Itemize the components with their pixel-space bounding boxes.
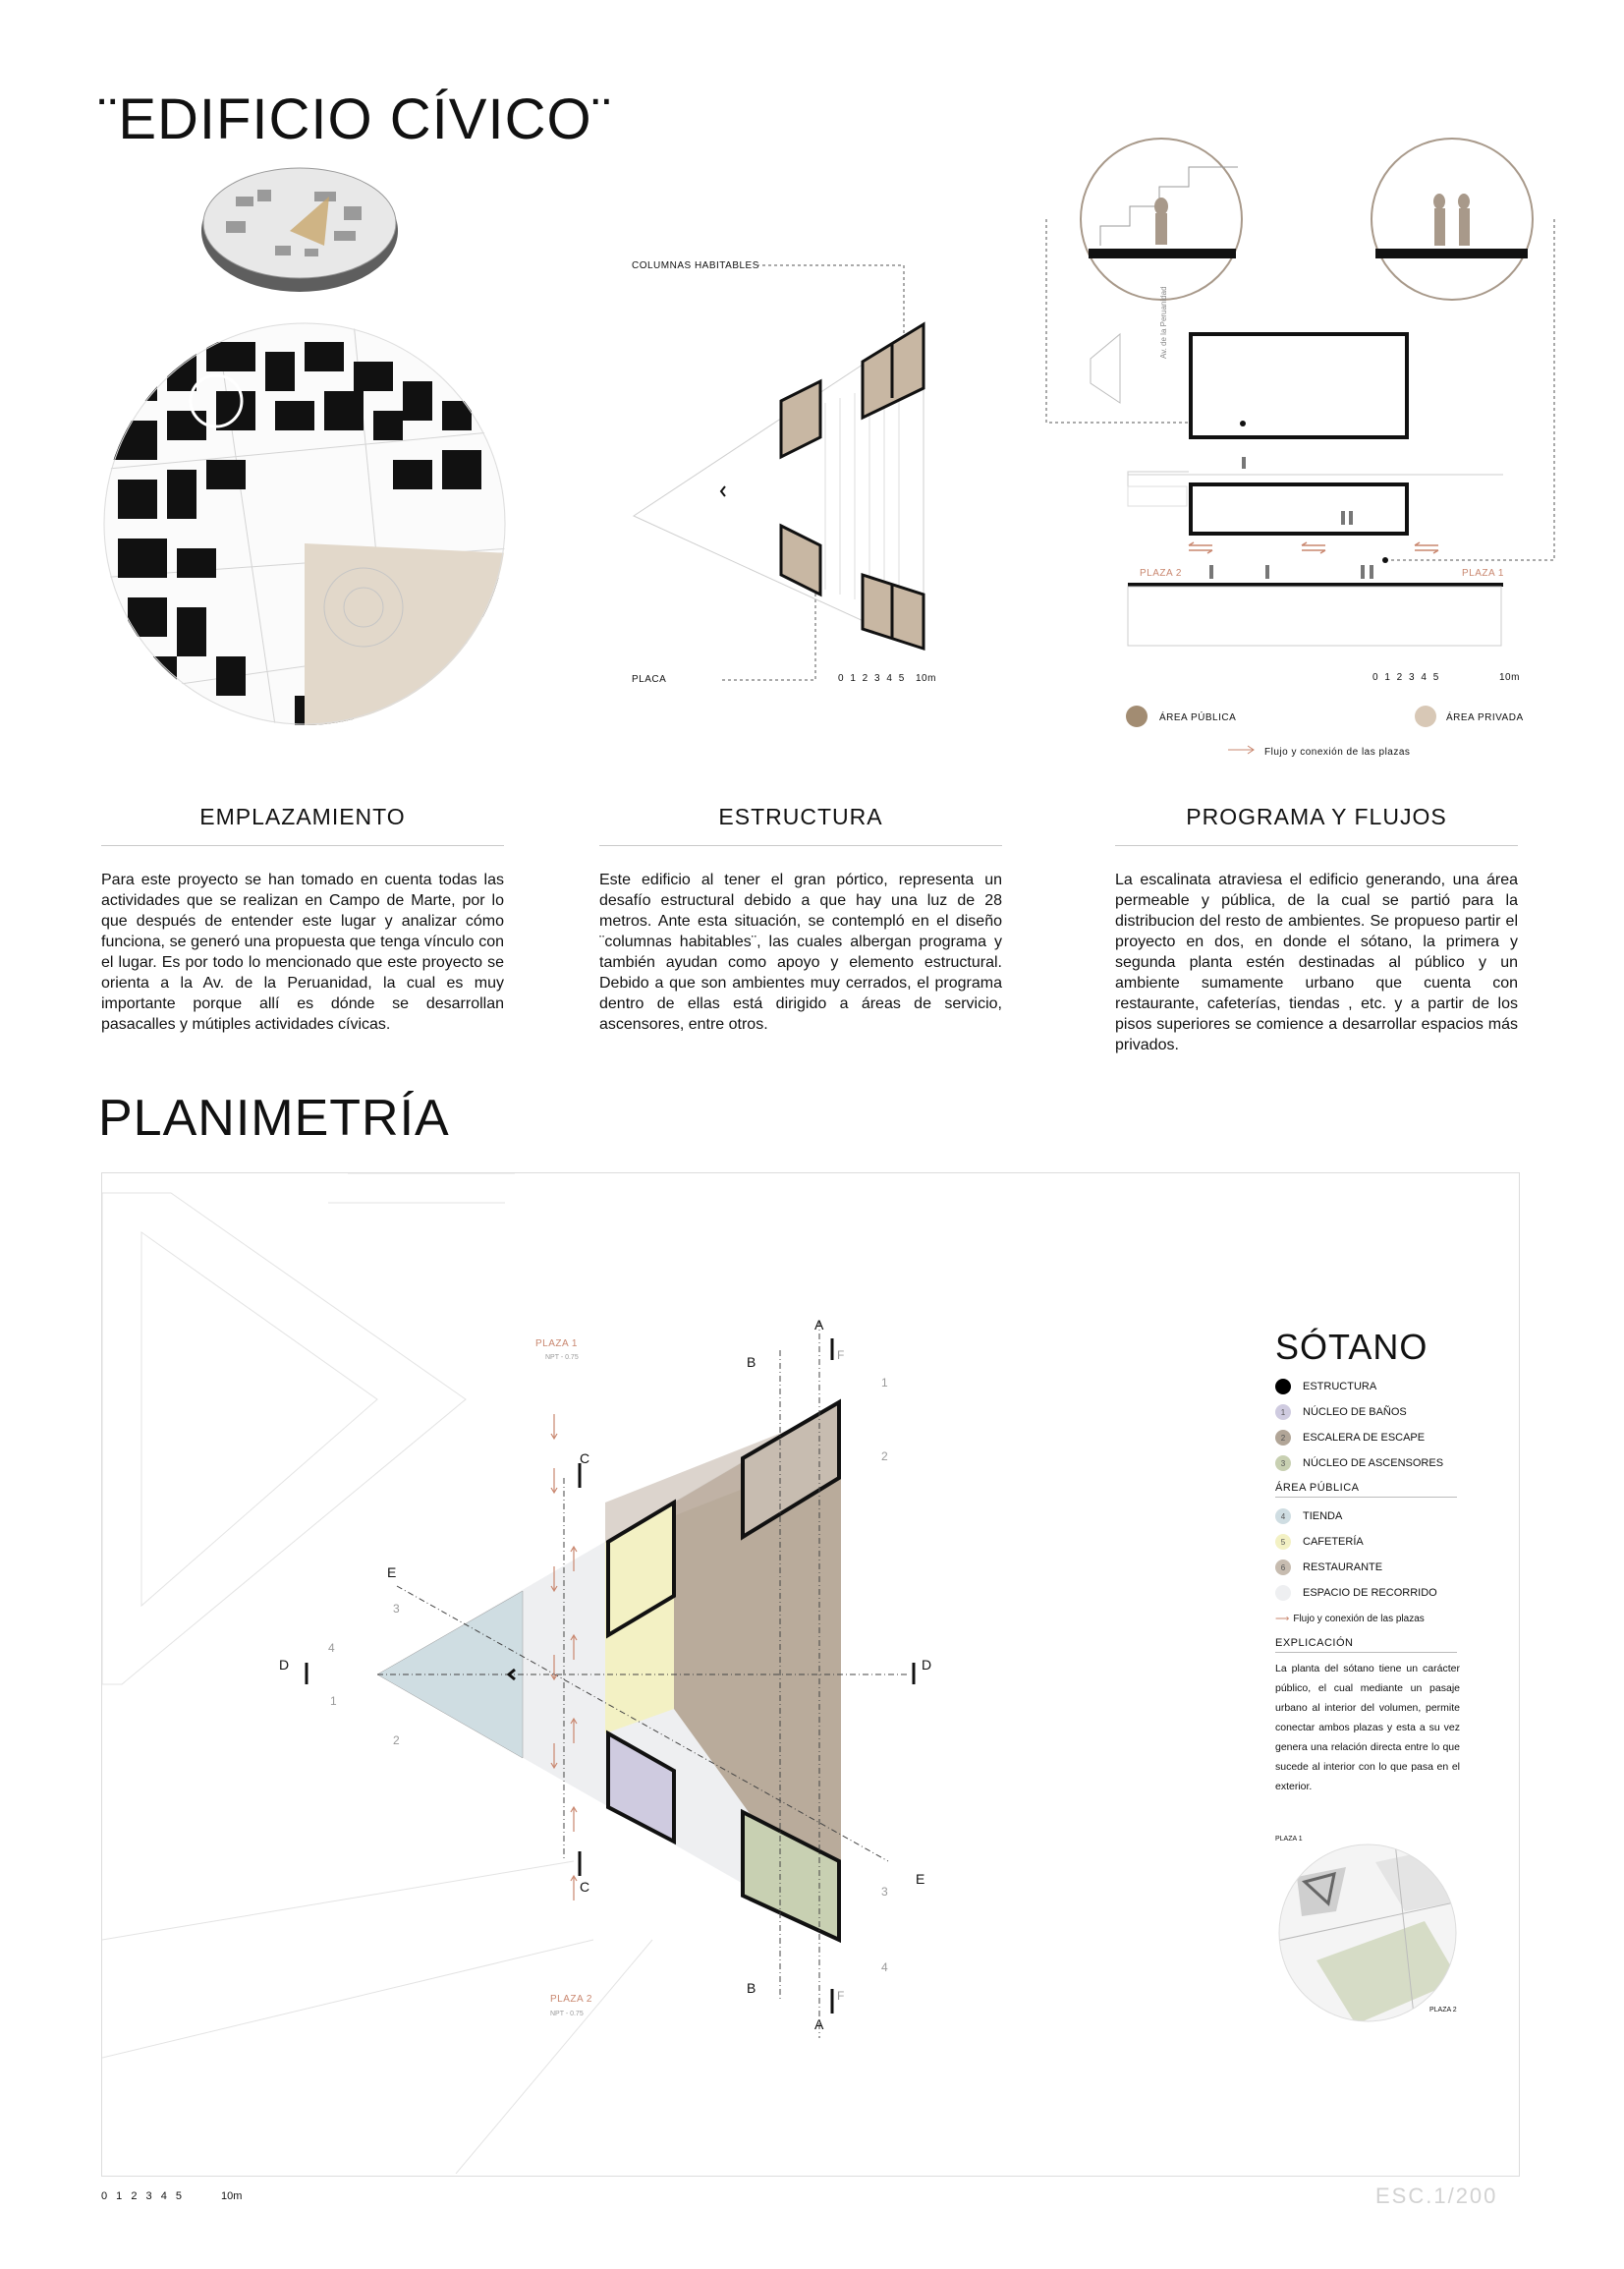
- legend-item-recorrido: [1275, 1580, 1460, 1606]
- private-area-label: ÁREA PRIVADA: [1446, 712, 1524, 723]
- legend-label: ESTRUCTURA: [1303, 1381, 1377, 1392]
- axis-d-left: D: [279, 1657, 290, 1673]
- axis-4-right: 4: [881, 1960, 888, 1974]
- section-plaza2: PLAZA 2: [1140, 568, 1182, 579]
- heading-programa: PROGRAMA Y FLUJOS: [1186, 804, 1447, 829]
- axis-c-top: C: [580, 1450, 590, 1466]
- axis-d-right: D: [922, 1657, 932, 1673]
- site-context-disc: [196, 162, 403, 295]
- text-estructura: Este edificio al tener el gran pórtico, representa un desafío estructural debido a que hay una luz de 28 metros. Ante esta situación, se contempló en el diseño ¨columnas habitables¨, las cuales albergan programa y también ayudan como apoyo y elemento estructural. Debido a que son ambientes muy cerrados, el programa dentro de ellas está dirigido a áreas de servicio, ascensores, entre otros.: [599, 872, 1002, 1033]
- public-area-swatch: [1126, 706, 1148, 727]
- axis-a-bottom: A: [814, 2016, 824, 2032]
- structure-scale: 0 1 2 3 4 5: [838, 673, 907, 684]
- flow-arrow-icon: ⟶: [1275, 1613, 1290, 1624]
- axis-b-top: B: [747, 1354, 756, 1370]
- label-columnas-habitables: COLUMNAS HABITABLES: [632, 260, 759, 271]
- legend-swatch: 5: [1275, 1534, 1291, 1550]
- plan-level-1: NPT - 0.75: [545, 1354, 579, 1361]
- legend-label: TIENDA: [1303, 1510, 1343, 1522]
- legend-public-heading: ÁREA PÚBLICA: [1275, 1482, 1457, 1498]
- axis-f-top: F: [837, 1348, 845, 1362]
- axis-1-right: 1: [881, 1376, 888, 1390]
- axis-3-left: 3: [393, 1602, 400, 1616]
- heading-emplazamiento: EMPLAZAMIENTO: [199, 804, 406, 829]
- section-scale-end: 10m: [1499, 672, 1520, 683]
- legend-item-cafeteria: [1275, 1529, 1460, 1555]
- plan-plaza1: PLAZA 1: [535, 1338, 578, 1349]
- axis-f-bottom: F: [837, 1989, 845, 2003]
- label-placa: PLACA: [632, 674, 667, 685]
- legend-label: Flujo y conexión de las plazas: [1293, 1613, 1425, 1624]
- text-emplazamiento: Para este proyecto se han tomado en cuenta todas las actividades que se realizan en Campo de Marte, por lo que después de entender este lugar y analizar cómo funciona, se generó una propuesta que tenga vínculo con el lugar. Es por todo lo mencionado que este proyecto se orienta a la Av. de la Peruanidad, la cual es muy importante porque allí es dónde se desarrollan pasacalles y mútiples actividades cívicas.: [101, 872, 504, 1033]
- axis-b-bottom: B: [747, 1980, 756, 1996]
- plaza-inset-map: [1277, 1843, 1459, 2024]
- structure-diagram: [629, 255, 943, 698]
- inset-plaza2: PLAZA 2: [1429, 2007, 1457, 2014]
- legend-explanation: La planta del sótano tiene un carácter público, el cual mediante un pasaje urbano al interior del volumen, permite conectar ambos plazas y esta a su vez genera una relación directa entre lo que sucede al interior con lo que pasa en el exterior.: [1275, 1663, 1460, 1792]
- plan-plaza2: PLAZA 2: [550, 1994, 592, 2005]
- legend-item-flow: [1275, 1606, 1460, 1631]
- scale-ratio: ESC.1/200: [1375, 2184, 1498, 2208]
- legend-item-tienda: [1275, 1503, 1460, 1529]
- axis-c-bottom: C: [580, 1879, 590, 1895]
- legend-explanation-heading: EXPLICACIÓN: [1275, 1637, 1457, 1653]
- page-title: ¨EDIFICIO CÍVICO¨: [98, 87, 612, 151]
- section-plaza1: PLAZA 1: [1462, 568, 1504, 579]
- legend-swatch: 2: [1275, 1430, 1291, 1446]
- private-area-swatch: [1415, 706, 1436, 727]
- axis-a-top: A: [814, 1317, 824, 1333]
- legend-item-restaurante: [1275, 1555, 1460, 1580]
- flow-legend-label: Flujo y conexión de las plazas: [1264, 747, 1411, 758]
- scale-bar-end: 10m: [221, 2190, 243, 2202]
- legend-swatch: 4: [1275, 1508, 1291, 1524]
- legend-title: SÓTANO: [1275, 1327, 1428, 1367]
- site-plan-circle: [98, 322, 511, 725]
- legend-label: RESTAURANTE: [1303, 1561, 1383, 1573]
- legend-label: NÚCLEO DE ASCENSORES: [1303, 1457, 1444, 1469]
- axis-4-left: 4: [328, 1641, 335, 1655]
- planimetria-title: PLANIMETRÍA: [98, 1090, 450, 1147]
- public-area-label: ÁREA PÚBLICA: [1159, 712, 1237, 723]
- axis-3-right: 3: [881, 1885, 888, 1899]
- legend-label: CAFETERÍA: [1303, 1536, 1364, 1548]
- section-diagram: [1041, 133, 1562, 663]
- legend-label: NÚCLEO DE BAÑOS: [1303, 1406, 1407, 1418]
- scale-bar: 0 1 2 3 4 5: [101, 2190, 185, 2202]
- section-scale: 0 1 2 3 4 5: [1372, 672, 1441, 683]
- plan-level-2: NPT - 0.75: [550, 2011, 584, 2017]
- divider: [599, 845, 1002, 846]
- legend-item-escalera: [1275, 1425, 1460, 1450]
- divider: [1115, 845, 1518, 846]
- legend-label: ESPACIO DE RECORRIDO: [1303, 1587, 1437, 1599]
- legend-swatch: 3: [1275, 1455, 1291, 1471]
- axis-1-left: 1: [330, 1694, 337, 1708]
- heading-estructura: ESTRUCTURA: [718, 804, 883, 829]
- street-label: Av. de la Peruanidad: [1159, 286, 1168, 359]
- legend-swatch: [1275, 1585, 1291, 1601]
- axis-2-right: 2: [881, 1449, 888, 1463]
- text-programa: La escalinata atraviesa el edificio generando, una área permeable y pública, de la cual se partió para la distribucion del resto de ambientes. Se propueso partir el proyecto en dos, en donde el sótano, la primera y segunda planta estén destinadas al público y un ambiente sumamente urbano que cuenta con restaurante, cafeterías, tiendas , etc. y a partir de los pisos superiores se comience a desarrollar espacios más privados.: [1115, 872, 1518, 1053]
- axis-2-left: 2: [393, 1733, 400, 1747]
- legend-swatch: 1: [1275, 1404, 1291, 1420]
- legend-list: [1275, 1374, 1460, 1796]
- inset-plaza1: PLAZA 1: [1275, 1836, 1303, 1843]
- legend-swatch: 6: [1275, 1560, 1291, 1575]
- axis-e-right: E: [916, 1871, 925, 1887]
- legend-item-ascensores: [1275, 1450, 1460, 1476]
- legend-label: ESCALERA DE ESCAPE: [1303, 1432, 1426, 1444]
- divider: [101, 845, 504, 846]
- flow-arrow-icon: [1228, 744, 1258, 756]
- legend-swatch: [1275, 1379, 1291, 1394]
- legend-item-estructura: [1275, 1374, 1460, 1399]
- axis-e-left: E: [387, 1564, 397, 1580]
- legend-item-banos: [1275, 1399, 1460, 1425]
- structure-scale-end: 10m: [916, 673, 936, 684]
